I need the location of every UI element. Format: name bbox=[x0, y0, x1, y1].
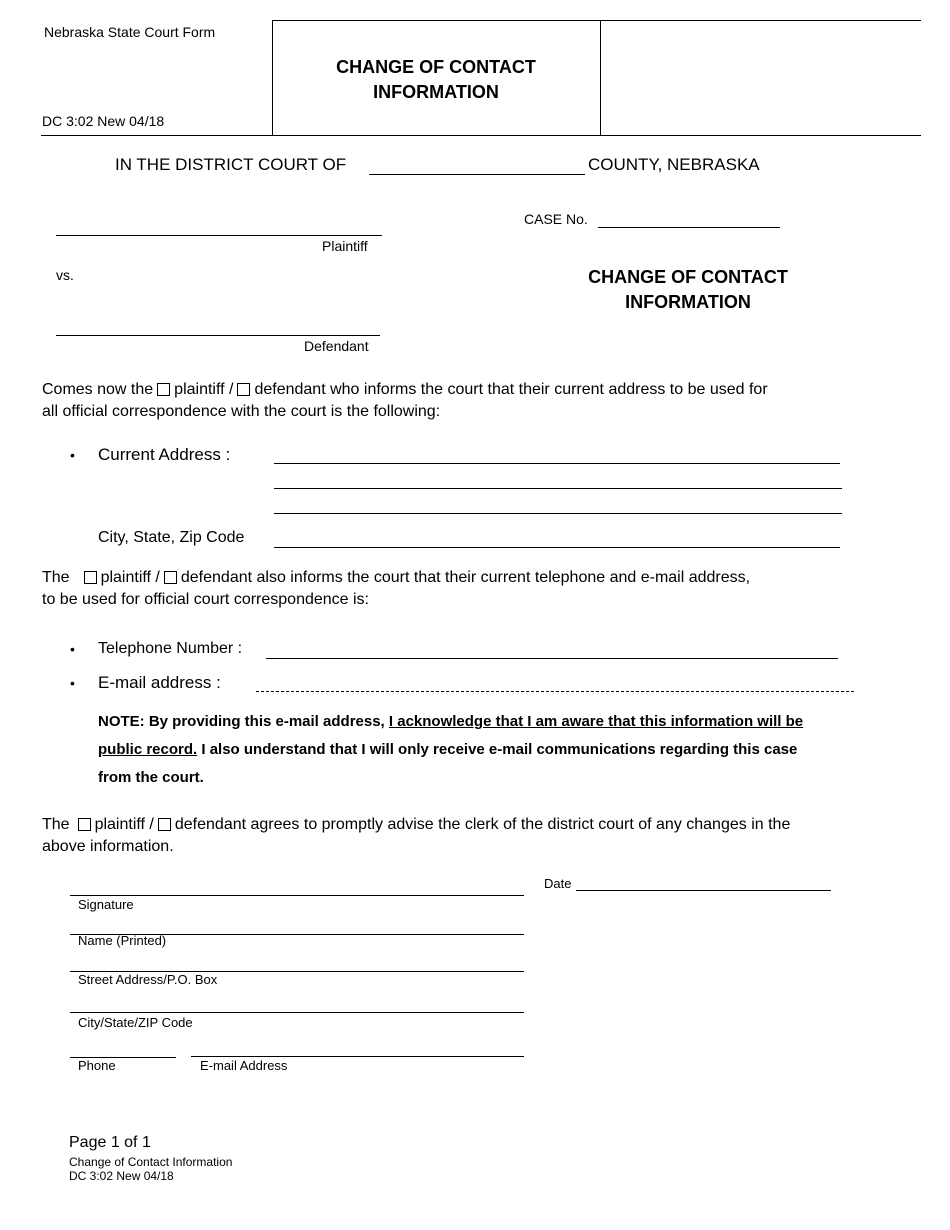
county-input-line[interactable] bbox=[369, 174, 585, 175]
header-divider-right bbox=[600, 20, 601, 135]
doc-title bbox=[540, 265, 836, 315]
doc-title-line2: INFORMATION bbox=[625, 292, 751, 312]
case-no-label: CASE No. bbox=[524, 211, 588, 227]
email-bullet: • bbox=[70, 675, 75, 691]
plaintiff-label: Plaintiff bbox=[322, 238, 368, 254]
city-label: City/State/ZIP Code bbox=[78, 1015, 193, 1030]
telephone-bullet: • bbox=[70, 641, 75, 657]
defendant-input-line[interactable] bbox=[56, 335, 380, 336]
court-prefix: IN THE DISTRICT COURT OF bbox=[115, 155, 347, 174]
email-signature-label: E-mail Address bbox=[200, 1058, 288, 1073]
agree-plaintiff-text: plaintiff / bbox=[94, 816, 154, 833]
date-label: Date bbox=[544, 876, 572, 891]
note-line2 bbox=[98, 736, 918, 764]
court-suffix: COUNTY, NEBRASKA bbox=[588, 155, 760, 174]
form-code: DC 3:02 New 04/18 bbox=[42, 113, 165, 129]
city-state-zip-input-line[interactable] bbox=[274, 547, 840, 548]
note-start: NOTE: By providing this e-mail address, bbox=[98, 713, 389, 730]
form-source: Nebraska State Court Form bbox=[44, 24, 216, 40]
address-paragraph-line1 bbox=[42, 381, 768, 399]
telephone-input-line[interactable] bbox=[266, 658, 838, 659]
agree-defendant-text: defendant agrees to promptly advise the clerk of the district court of any changes in the bbox=[174, 816, 791, 833]
footer-form-code: DC 3:02 New 04/18 bbox=[69, 1169, 174, 1183]
header-title bbox=[272, 55, 600, 105]
address-plaintiff-text: plaintiff / bbox=[174, 381, 234, 398]
address-defendant-checkbox[interactable] bbox=[237, 383, 250, 396]
agree-defendant-checkbox[interactable] bbox=[158, 818, 171, 831]
footer-form-name: Change of Contact Information bbox=[69, 1155, 233, 1169]
contact-defendant-checkbox[interactable] bbox=[164, 571, 177, 584]
address-line-3[interactable] bbox=[274, 513, 842, 514]
note-underline-2: public record. bbox=[98, 741, 198, 758]
footer-page: Page 1 of 1 bbox=[69, 1134, 151, 1151]
signature-input-line[interactable] bbox=[70, 895, 524, 896]
agree-para-start: The bbox=[42, 816, 70, 833]
address-paragraph-line2: all official correspondence with the court is the following: bbox=[42, 403, 441, 420]
defendant-label: Defendant bbox=[304, 338, 369, 354]
contact-para-start: The bbox=[42, 569, 70, 586]
email-note bbox=[98, 708, 918, 792]
date-input-line[interactable] bbox=[576, 890, 831, 891]
note-line1 bbox=[98, 708, 918, 736]
address-para-start: Comes now the bbox=[42, 381, 154, 398]
phone-label: Phone bbox=[78, 1058, 116, 1073]
city-state-zip-label: City, State, Zip Code bbox=[98, 529, 245, 546]
contact-plaintiff-checkbox[interactable] bbox=[84, 571, 97, 584]
address-bullet: • bbox=[70, 447, 75, 463]
plaintiff-input-line[interactable] bbox=[56, 235, 382, 236]
email-input-line[interactable] bbox=[256, 691, 854, 692]
agree-paragraph-line1 bbox=[42, 816, 790, 834]
contact-plaintiff-text: plaintiff / bbox=[100, 569, 160, 586]
email-signature-input-line[interactable] bbox=[191, 1056, 524, 1057]
street-label: Street Address/P.O. Box bbox=[78, 972, 218, 987]
agree-paragraph-line2: above information. bbox=[42, 838, 174, 855]
doc-title-line1: CHANGE OF CONTACT bbox=[588, 267, 788, 287]
address-line-2[interactable] bbox=[274, 488, 842, 489]
contact-paragraph-line1 bbox=[42, 569, 750, 587]
vs-label: vs. bbox=[56, 267, 74, 283]
email-label: E-mail address : bbox=[98, 673, 221, 692]
note-underline-1: I acknowledge that I am aware that this information will be bbox=[388, 713, 804, 730]
signature-label: Signature bbox=[78, 897, 134, 912]
city-input-line[interactable] bbox=[70, 1012, 524, 1013]
address-defendant-text: defendant who informs the court that their current address to be used for bbox=[254, 381, 768, 398]
name-label: Name (Printed) bbox=[78, 933, 167, 948]
header-title-line2: INFORMATION bbox=[373, 82, 499, 102]
address-plaintiff-checkbox[interactable] bbox=[157, 383, 170, 396]
agree-plaintiff-checkbox[interactable] bbox=[78, 818, 91, 831]
case-no-input-line[interactable] bbox=[598, 227, 780, 228]
telephone-label: Telephone Number : bbox=[98, 640, 243, 657]
note-rest: I also understand that I will only receive e-mail communications regarding this case bbox=[197, 741, 798, 758]
contact-paragraph-line2: to be used for official court correspondence is: bbox=[42, 591, 369, 608]
current-address-label: Current Address : bbox=[98, 445, 231, 464]
address-line-1[interactable] bbox=[274, 463, 840, 464]
note-line3: from the court. bbox=[98, 769, 204, 786]
header-bottom-rule bbox=[41, 135, 921, 136]
contact-defendant-text: defendant also informs the court that their current telephone and e-mail address, bbox=[180, 569, 751, 586]
header-top-rule bbox=[272, 20, 921, 21]
header-title-line1: CHANGE OF CONTACT bbox=[336, 57, 536, 77]
